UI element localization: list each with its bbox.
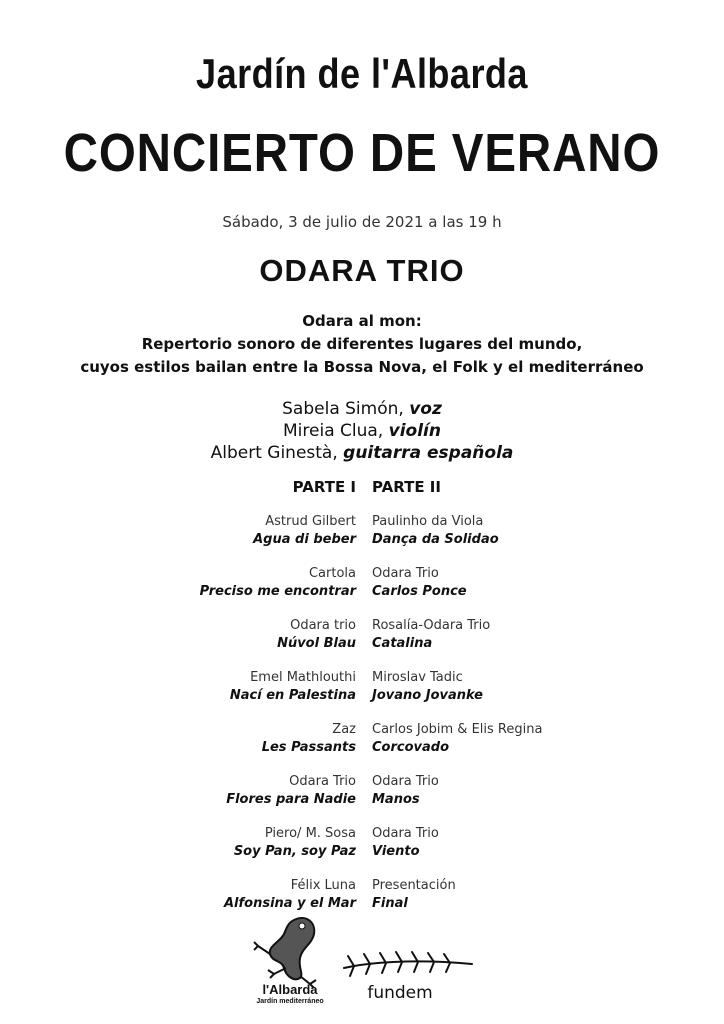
musician-name: Sabela Simón, xyxy=(282,399,410,419)
piece: Soy Pan, soy Paz xyxy=(233,844,356,859)
musician-name: Albert Ginestà, xyxy=(210,443,344,463)
fundem-logo-name: fundem xyxy=(367,983,433,1003)
piece: Carlos Ponce xyxy=(372,584,467,599)
part-2-heading: PARTE II xyxy=(372,478,441,496)
description-line-2: Repertorio sonoro de diferentes lugares del mundo, xyxy=(141,335,583,353)
musician xyxy=(0,398,724,420)
piece: Viento xyxy=(372,844,420,859)
albarda-logo xyxy=(250,912,330,1004)
part-2-entry xyxy=(372,877,702,913)
artist: Carlos Jobim & Elis Regina xyxy=(372,722,543,737)
part-1-entry xyxy=(26,669,356,705)
program-row xyxy=(0,669,724,709)
frog-icon xyxy=(254,918,316,988)
concert-title: CONCIERTO DE VERANO xyxy=(63,123,661,183)
artist: Paulinho da Viola xyxy=(372,514,484,529)
part-2-entry xyxy=(372,825,702,861)
artist: Cartola xyxy=(308,566,356,581)
program-row xyxy=(0,773,724,813)
artist: Odara Trio xyxy=(372,826,439,841)
part-2-entry xyxy=(372,721,702,757)
part-1-entry xyxy=(26,721,356,757)
piece: Jovano Jovanke xyxy=(372,688,483,703)
part-1-entry xyxy=(26,513,356,549)
part-2-entry xyxy=(372,773,702,809)
piece: Preciso me encontrar xyxy=(199,584,356,599)
piece: Flores para Nadie xyxy=(226,792,356,807)
piece: Manos xyxy=(372,792,420,807)
concert-date: Sábado, 3 de julio de 2021 a las 19 h xyxy=(222,213,502,231)
part-2-entry xyxy=(372,669,702,705)
part-1-heading: PARTE I xyxy=(292,478,356,496)
piece: Alfonsina y el Mar xyxy=(223,896,356,911)
artist: Rosalía-Odara Trio xyxy=(372,618,491,633)
albarda-logo-subtitle: Jardín mediterráneo xyxy=(256,998,324,1004)
fundem-logo xyxy=(340,950,475,1005)
musician-name: Mireia Clua, xyxy=(283,421,389,441)
part-1-entry xyxy=(26,773,356,809)
musicians-list xyxy=(0,398,724,464)
artist: Astrud Gilbert xyxy=(265,514,356,529)
program-row xyxy=(0,617,724,657)
artist: Odara Trio xyxy=(372,774,439,789)
program-row xyxy=(0,513,724,553)
part-2-entry xyxy=(372,513,702,549)
artist: Zaz xyxy=(332,722,356,737)
piece: Nací en Palestina xyxy=(229,688,356,703)
venue-title: Jardín de l'Albarda xyxy=(196,50,528,97)
band-name: ODARA TRIO xyxy=(259,253,465,288)
piece: Corcovado xyxy=(372,740,450,755)
musician xyxy=(0,420,724,442)
musician-role: violín xyxy=(388,421,441,441)
musician xyxy=(0,442,724,464)
piece: Dança da Solidao xyxy=(372,532,499,547)
piece: Agua di beber xyxy=(253,532,356,547)
program-row xyxy=(0,877,724,917)
part-1-entry xyxy=(26,877,356,913)
description-line-1: Odara al mon: xyxy=(302,312,422,330)
artist: Félix Luna xyxy=(290,878,356,893)
artist: Odara trio xyxy=(290,618,356,633)
artist: Piero/ M. Sosa xyxy=(264,826,356,841)
part-1-entry xyxy=(26,617,356,653)
piece: Núvol Blau xyxy=(277,636,356,651)
branch-icon xyxy=(344,952,472,976)
program-row xyxy=(0,825,724,865)
artist: Odara Trio xyxy=(372,566,439,581)
piece: Catalina xyxy=(372,636,433,651)
part-2-entry xyxy=(372,617,702,653)
program-description xyxy=(0,310,724,379)
albarda-logo-name: l'Albarda xyxy=(262,982,318,997)
artist: Presentación xyxy=(372,878,456,893)
musician-role: guitarra española xyxy=(343,443,514,463)
piece: Les Passants xyxy=(261,740,356,755)
piece: Final xyxy=(372,896,408,911)
program-row xyxy=(0,721,724,761)
part-2-entry xyxy=(372,565,702,601)
artist: Emel Mathlouthi xyxy=(250,670,356,685)
artist: Miroslav Tadic xyxy=(372,670,463,685)
part-1-entry xyxy=(26,565,356,601)
program-row xyxy=(0,565,724,605)
description-line-3: cuyos estilos bailan entre la Bossa Nova, el Folk y el mediterráneo xyxy=(80,358,644,376)
musician-role: voz xyxy=(409,399,442,419)
artist: Odara Trio xyxy=(289,774,356,789)
part-1-entry xyxy=(26,825,356,861)
